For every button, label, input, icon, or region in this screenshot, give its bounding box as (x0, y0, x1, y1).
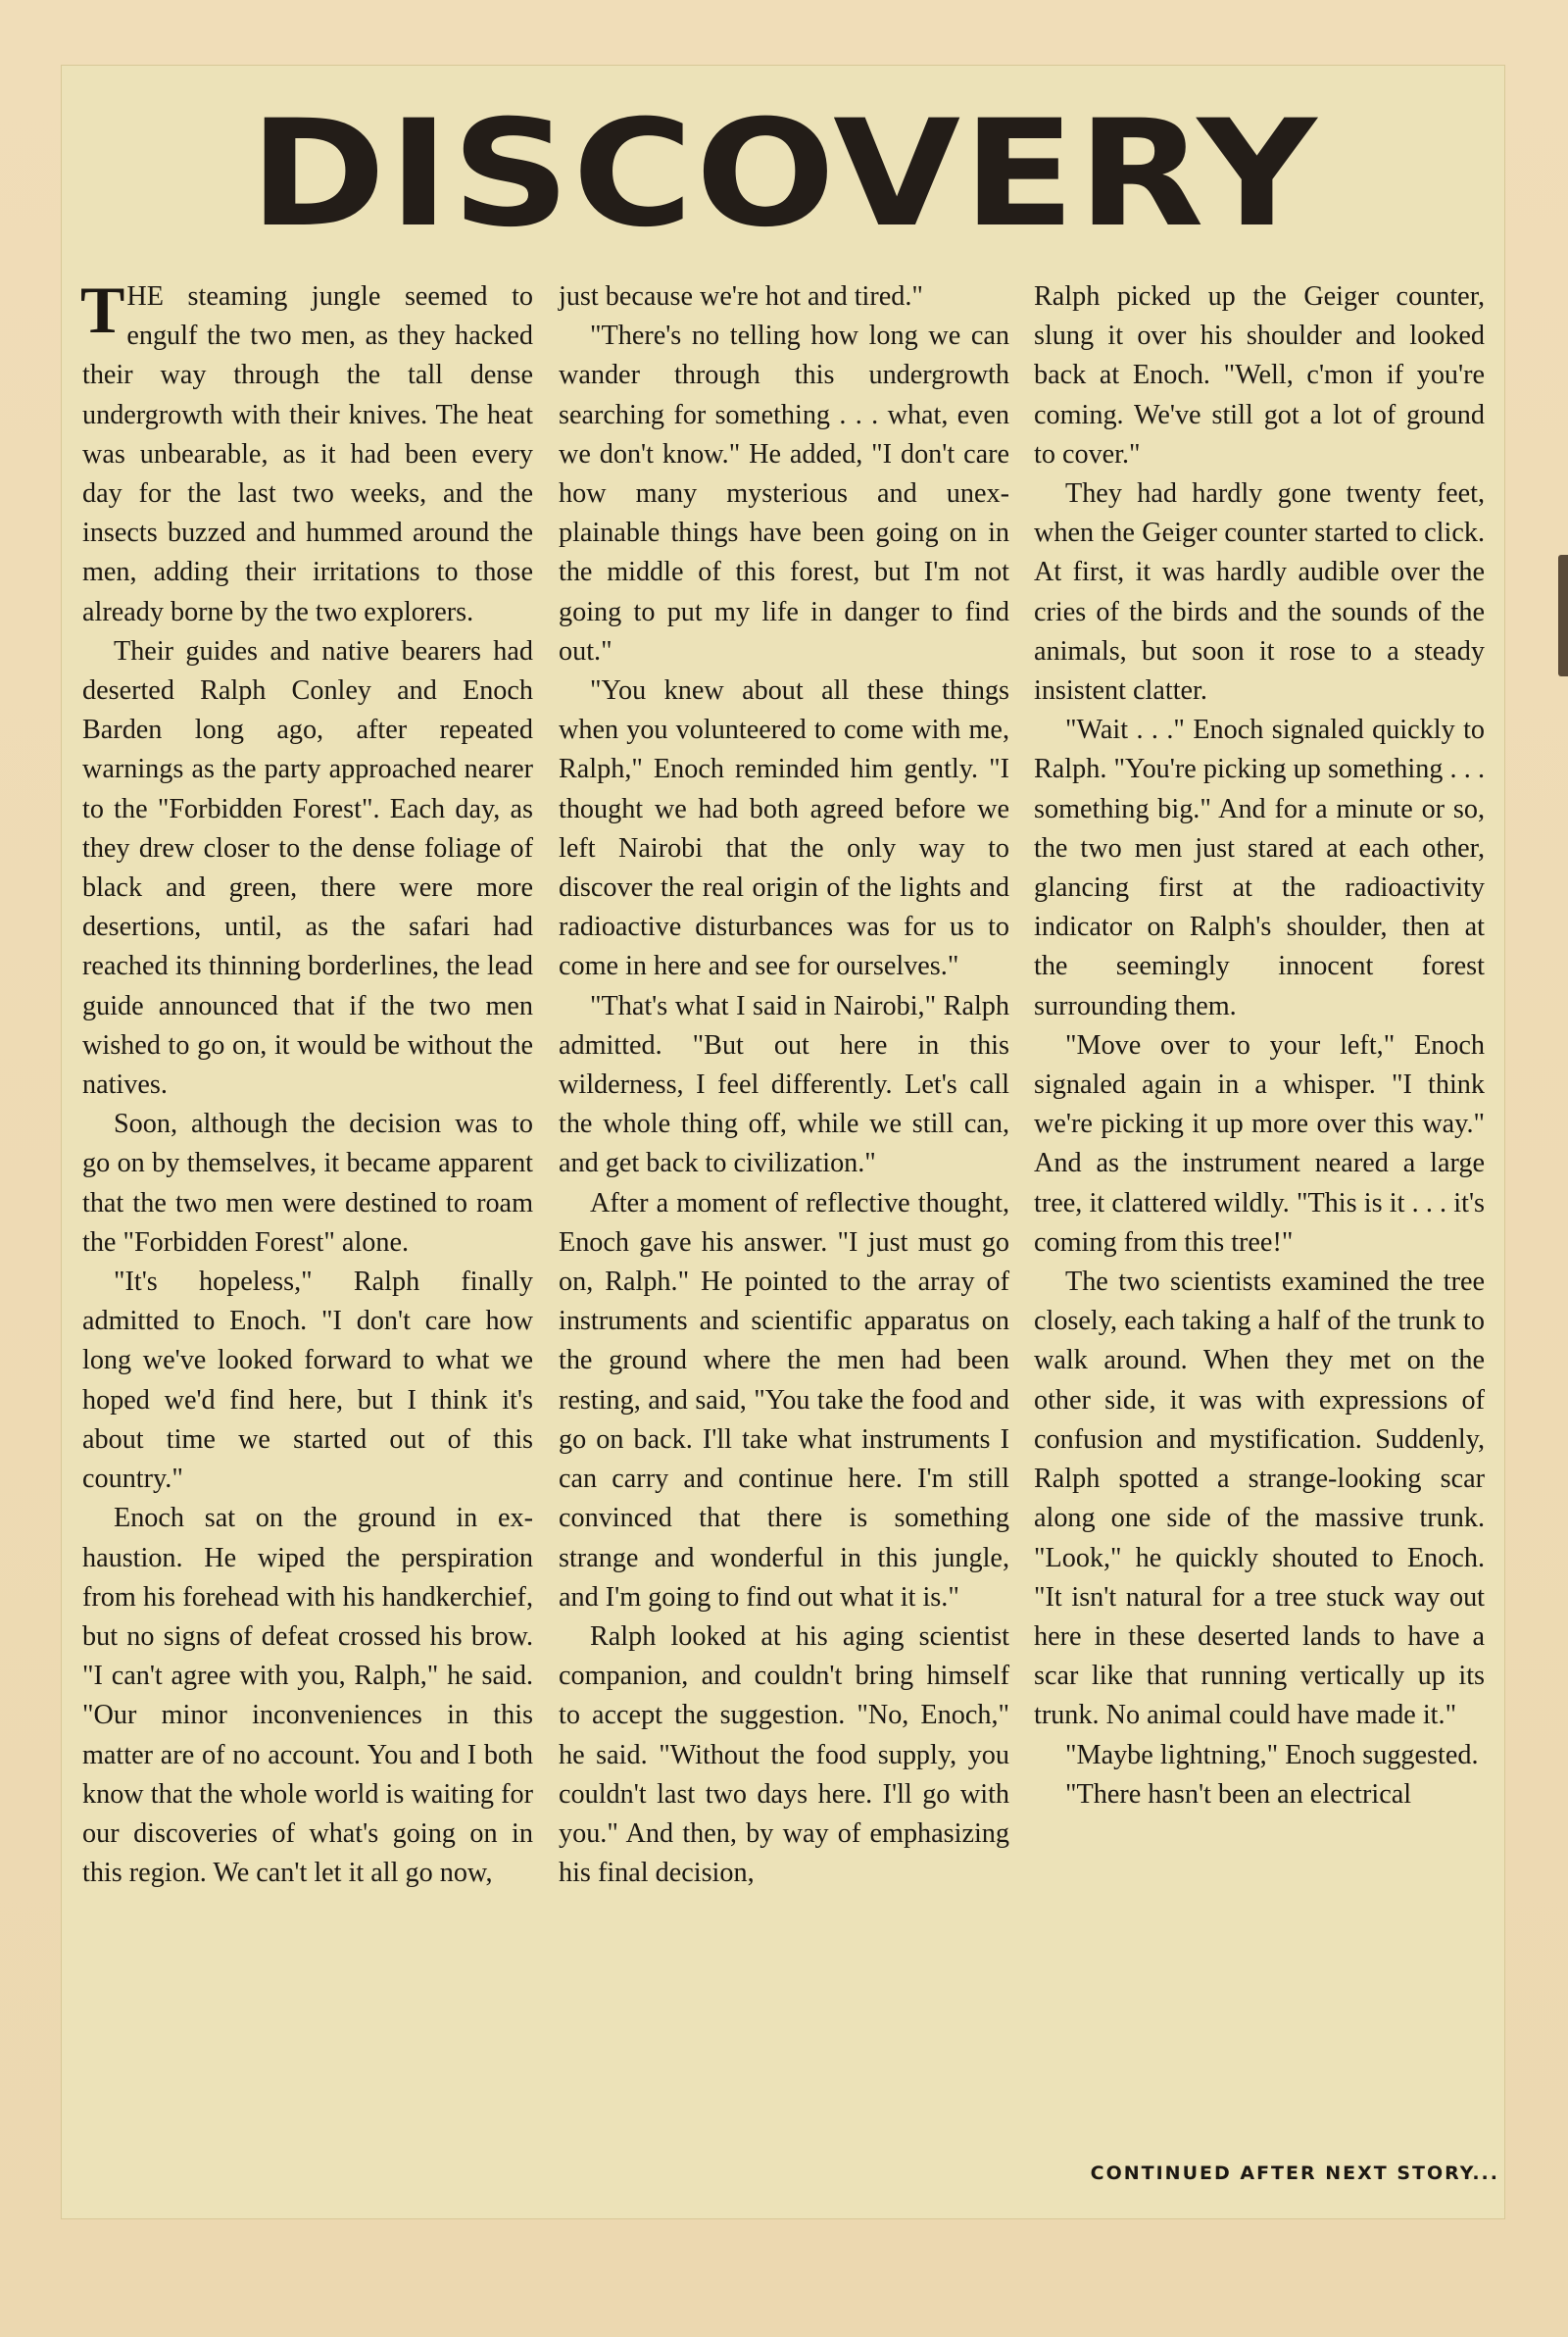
paragraph: "Wait . . ." Enoch signaled quickly to Ralph. "You're picking up something . . . something big." And for a minute or so, the two men just stared at each other, glancing first at the radioactivity indicator on Ralph's shoulder, then at the seemingly innocent forest surrounding them. (1034, 715, 1485, 1021)
paragraph: Ralph picked up the Geiger counter, slung it over his shoulder and looked back at Enoch. "Well, c'mon if you're coming. We've still got a lot of ground to cover." (1034, 281, 1485, 470)
drop-cap: T (80, 273, 125, 347)
paragraph: They had hardly gone twenty feet, when the Geiger counter started to click. At first, it was hardly audible over the cries of the birds and the sounds of the animals, but soon it rose to a steady insistent clatter. (1034, 478, 1485, 707)
paragraph: Enoch sat on the ground in exhaustion. He wiped the perspiration from his forehead with his handkerchief, but no signs of defeat crossed his brow. "I can't agree with you, Ralph," he said. "Our minor inconveniences in this matter are of no account. You and I both know that the whole world is waiting for our discoveries of what's going on in this region. We can't let it all go now, (82, 1503, 533, 1889)
paragraph: After a moment of reflective thought, Enoch gave his answer. "I just must go on, Ralph." He pointed to the array of instruments and scientific apparatus on the ground where the men had been resting, and said, "You take the food and go on back. I'll take what instruments I can carry and continue here. I'm still convinced that there is something strange and wonderful in this jungle, and I'm going to find out what it is." (559, 1187, 1009, 1613)
paragraph: Ralph looked at his aging scientist companion, and couldn't bring himself to accept the suggestion. "No, Enoch," he said. "Without the food supply, you couldn't last two days here. I'll go with you." And then, by way of emphasizing his final decision, (559, 1620, 1009, 1889)
paragraph: "You knew about all these things when you volunteered to come with me, Ralph," Enoch reminded him gently. "I thought we had both agreed before we left Nairobi that the only way to discover the real origin of the lights and radioactive disturbances was for us to come in here and see for ourselves." (559, 675, 1009, 982)
paragraph: "It's hopeless," Ralph finally admitted to Enoch. "I don't care how long we've looked forward to what we hoped we'd find here, but I think it's about time we started out of this country." (82, 1267, 533, 1495)
text-column-2 (559, 277, 1009, 1893)
paragraph: The two scientists examined the tree closely, each taking a half of the trunk to walk around. When they met on the other side, it was with expressions of confusion and mystification. Suddenly, Ralph spotted a strange-looking scar along one side of the massive trunk. "Look," he quickly shouted to Enoch. "It isn't natural for a tree stuck way out here in these deserted lands to have a scar like that running vertically up its trunk. No animal could have made it." (1034, 1267, 1485, 1731)
paragraph: "That's what I said in Nairobi," Ralph admitted. "But out here in this wilderness, I feel differently. Let's call the whole thing off, while we still can, and get back to civilization." (559, 990, 1009, 1179)
continued-note: CONTINUED AFTER NEXT STORY... (1090, 2163, 1499, 2184)
paragraph: "Move over to your left," Enoch signaled again in a whisper. "I think we're picking it up more over this way." And as the instrument neared a large tree, it clattered wildly. "This is it . . . it's coming from this tree!" (1034, 1029, 1485, 1258)
paragraph: THE steaming jungle seemed to engulf the two men, as they hacked their way through the tall dense undergrowth with their knives. The heat was unbearable, as it had been every day for the last two weeks, and the insects buzzed and hummed around the men, adding their irritations to those already borne by the two explorers. (80, 273, 533, 627)
text-column-1 (80, 273, 533, 1893)
paragraph: "There's no telling how long we can wander through this undergrowth searching for something . . . what, even we don't know." He added, "I don't care how many mysterious and unexplainable things have been going on in the middle of this forest, but I'm not going to put my life in danger to find out." (559, 321, 1009, 667)
text-column-3 (1034, 277, 1485, 1815)
story-title: DISCOVERY (249, 89, 1319, 260)
paragraph: Their guides and native bearers had deserted Ralph Conley and Enoch Barden long ago, after repeated warnings as the party approached nearer to the "Forbidden Forest". Each day, as they drew closer to the dense foliage of black and green, there were more desertions, until, as the safari had reached its thinning borderlines, the lead guide announced that if the two men wished to go on, it would be without the natives. (82, 635, 533, 1101)
paragraph: just because we're hot and tired." (559, 281, 923, 312)
paragraph: Soon, although the decision was to go on by themselves, it became apparent that the two men were destined to roam the "Forbidden Forest" alone. (82, 1109, 533, 1258)
paragraph: "Maybe lightning," Enoch suggested. (1065, 1739, 1479, 1770)
paragraph: "There hasn't been an electrical (1065, 1778, 1412, 1810)
page-edge-tab (1558, 555, 1568, 676)
